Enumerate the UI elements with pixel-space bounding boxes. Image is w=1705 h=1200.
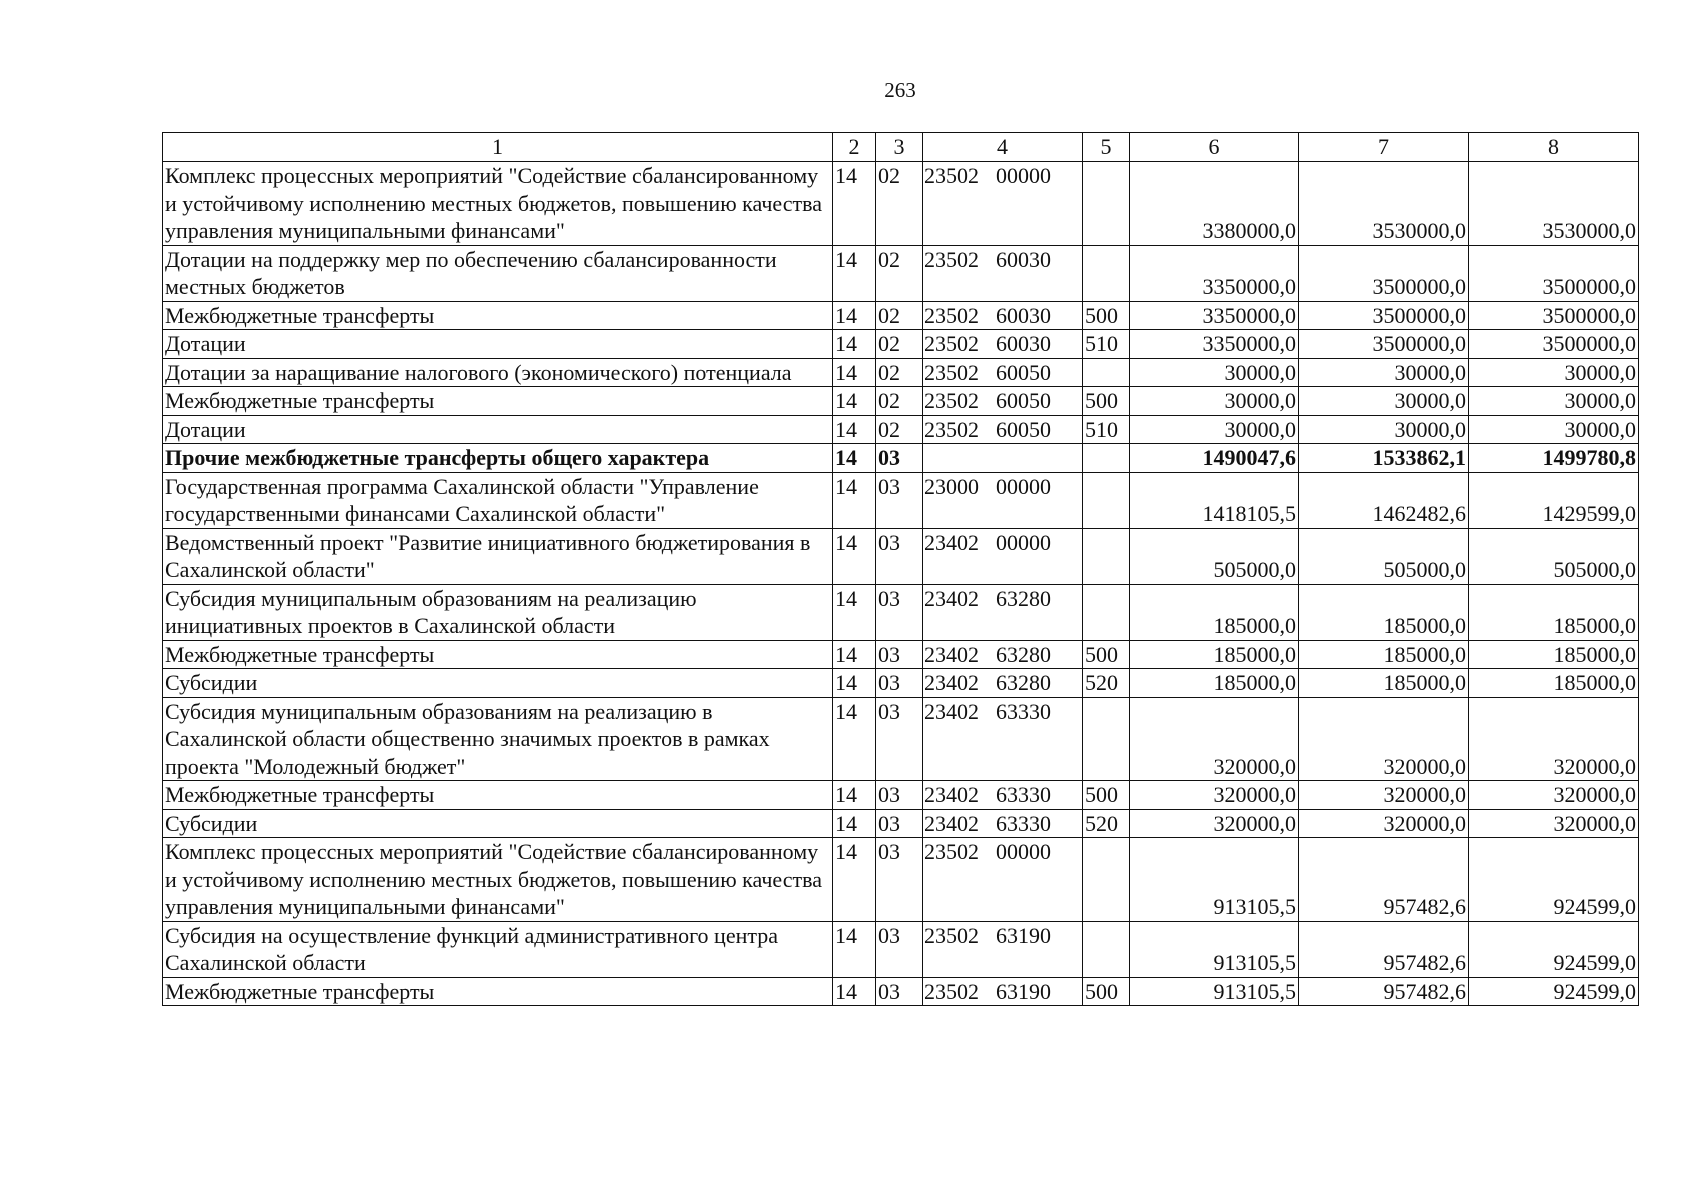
- section-code: 14: [833, 387, 876, 416]
- target-article-code: [923, 921, 1083, 977]
- section-code: 14: [833, 584, 876, 640]
- target-article-program: 23402: [924, 670, 979, 695]
- amount-col-6: 505000,0: [1130, 528, 1299, 584]
- target-article-program: 23502: [924, 839, 979, 864]
- amount-col-7: 320000,0: [1299, 809, 1469, 838]
- section-code: 14: [833, 977, 876, 1006]
- amount-col-8: 320000,0: [1469, 697, 1639, 781]
- amount-col-7: 320000,0: [1299, 781, 1469, 810]
- target-article-program: 23402: [924, 641, 979, 667]
- expense-type-code: 500: [1083, 640, 1130, 669]
- row-name: Комплекс процессных мероприятий "Содействие сбалансированному и устойчивому исполнению местных бюджетов, повышению качества управления муниципальными финансами": [163, 162, 833, 246]
- amount-col-6: 1490047,6: [1130, 444, 1299, 473]
- amount-col-8: 320000,0: [1469, 809, 1639, 838]
- target-article-code: [923, 809, 1083, 838]
- subsection-code: 02: [876, 301, 923, 330]
- target-article-code: [923, 301, 1083, 330]
- target-article-code: [923, 838, 1083, 922]
- table-row: [163, 528, 1639, 584]
- row-name: Субсидии: [163, 809, 833, 838]
- subsection-code: 02: [876, 162, 923, 246]
- row-name: Субсидия муниципальным образованиям на реализацию инициативных проектов в Сахалинской области: [163, 584, 833, 640]
- expense-type-code: [1083, 921, 1130, 977]
- expense-type-code: [1083, 162, 1130, 246]
- row-name: Субсидия на осуществление функций административного центра Сахалинской области: [163, 921, 833, 977]
- amount-col-7: 1533862,1: [1299, 444, 1469, 473]
- table-row: [163, 387, 1639, 416]
- target-article-program: 23402: [924, 698, 979, 724]
- subsection-code: 02: [876, 245, 923, 301]
- page-number: 263: [884, 78, 916, 102]
- target-article-code: [923, 528, 1083, 584]
- section-code: 14: [833, 301, 876, 330]
- target-article-code: [923, 640, 1083, 669]
- row-name: Прочие межбюджетные трансферты общего характера: [163, 444, 833, 473]
- section-code: 14: [833, 921, 876, 977]
- amount-col-8: 3500000,0: [1469, 330, 1639, 359]
- table-row: [163, 415, 1639, 444]
- section-code: 14: [833, 162, 876, 246]
- target-article-program: 23402: [924, 529, 979, 555]
- target-article-program: 23502: [924, 331, 979, 356]
- expense-type-code: [1083, 472, 1130, 528]
- target-article-program: 23502: [924, 388, 979, 413]
- expense-type-code: 500: [1083, 387, 1130, 416]
- header-col-8: 8: [1469, 133, 1639, 162]
- amount-col-8: 1429599,0: [1469, 472, 1639, 528]
- expense-type-code: 500: [1083, 977, 1130, 1006]
- amount-col-8: 924599,0: [1469, 921, 1639, 977]
- target-article-code: [923, 245, 1083, 301]
- budget-table: [162, 132, 1639, 1006]
- amount-col-7: 320000,0: [1299, 697, 1469, 781]
- target-article-direction: 60030: [996, 246, 1051, 272]
- amount-col-8: 30000,0: [1469, 415, 1639, 444]
- amount-col-6: 3380000,0: [1130, 162, 1299, 246]
- expense-type-code: 510: [1083, 415, 1130, 444]
- target-article-program: 23502: [924, 163, 979, 188]
- amount-col-7: 957482,6: [1299, 921, 1469, 977]
- amount-col-8: 3500000,0: [1469, 245, 1639, 301]
- amount-col-6: 3350000,0: [1130, 330, 1299, 359]
- row-name: Ведомственный проект "Развитие инициативного бюджетирования в Сахалинской области": [163, 528, 833, 584]
- row-name: Межбюджетные трансферты: [163, 781, 833, 810]
- table-row: [163, 781, 1639, 810]
- row-name: Дотации на поддержку мер по обеспечению сбалансированности местных бюджетов: [163, 245, 833, 301]
- row-name: Межбюджетные трансферты: [163, 640, 833, 669]
- target-article-program: 23502: [924, 302, 979, 328]
- target-article-direction: 60050: [996, 388, 1051, 413]
- target-article-direction: 63190: [996, 978, 1051, 1004]
- subsection-code: 03: [876, 640, 923, 669]
- target-article-program: 23502: [924, 416, 979, 442]
- amount-col-7: 30000,0: [1299, 387, 1469, 416]
- subsection-code: 03: [876, 584, 923, 640]
- section-code: 14: [833, 640, 876, 669]
- subsection-code: 03: [876, 809, 923, 838]
- table-row: [163, 245, 1639, 301]
- target-article-code: [923, 977, 1083, 1006]
- row-name: Межбюджетные трансферты: [163, 301, 833, 330]
- expense-type-code: [1083, 528, 1130, 584]
- table-row: [163, 921, 1639, 977]
- section-code: 14: [833, 444, 876, 473]
- target-article-code: [923, 330, 1083, 359]
- header-col-1: 1: [163, 133, 833, 162]
- amount-col-6: 913105,5: [1130, 921, 1299, 977]
- target-article-program: 23502: [924, 978, 979, 1004]
- target-article-direction: 60030: [996, 331, 1051, 356]
- section-code: 14: [833, 697, 876, 781]
- table-row: [163, 640, 1639, 669]
- target-article-direction: 00000: [996, 529, 1051, 555]
- target-article-code: [923, 472, 1083, 528]
- section-code: 14: [833, 330, 876, 359]
- target-article-direction: 63330: [996, 810, 1051, 836]
- amount-col-7: 3500000,0: [1299, 245, 1469, 301]
- target-article-direction: 63280: [996, 641, 1051, 667]
- subsection-code: 03: [876, 528, 923, 584]
- amount-col-6: 320000,0: [1130, 781, 1299, 810]
- amount-col-7: 957482,6: [1299, 838, 1469, 922]
- target-article-code: [923, 162, 1083, 246]
- target-article-direction: 60050: [996, 359, 1051, 385]
- expense-type-code: 500: [1083, 301, 1130, 330]
- table-row: [163, 444, 1639, 473]
- amount-col-8: 924599,0: [1469, 977, 1639, 1006]
- table-row: [163, 809, 1639, 838]
- amount-col-6: 185000,0: [1130, 584, 1299, 640]
- table-row: [163, 162, 1639, 246]
- amount-col-6: 30000,0: [1130, 415, 1299, 444]
- section-code: 14: [833, 809, 876, 838]
- amount-col-6: 913105,5: [1130, 977, 1299, 1006]
- section-code: 14: [833, 528, 876, 584]
- subsection-code: 03: [876, 472, 923, 528]
- amount-col-6: 320000,0: [1130, 809, 1299, 838]
- row-name: Субсидия муниципальным образованиям на реализацию в Сахалинской области общественно значимых проектов в рамках проекта "Молодежный бюджет": [163, 697, 833, 781]
- target-article-code: [923, 697, 1083, 781]
- section-code: 14: [833, 838, 876, 922]
- section-code: 14: [833, 415, 876, 444]
- amount-col-8: 924599,0: [1469, 838, 1639, 922]
- table-row: [163, 838, 1639, 922]
- table-row: [163, 669, 1639, 698]
- target-article-direction: 63330: [996, 698, 1051, 724]
- row-name: Межбюджетные трансферты: [163, 977, 833, 1006]
- amount-col-7: 3500000,0: [1299, 330, 1469, 359]
- header-col-6: 6: [1130, 133, 1299, 162]
- target-article-code: [923, 444, 1083, 473]
- subsection-code: 03: [876, 838, 923, 922]
- table-header-row: [163, 133, 1639, 162]
- amount-col-8: 30000,0: [1469, 358, 1639, 387]
- table-row: [163, 330, 1639, 359]
- header-col-3: 3: [876, 133, 923, 162]
- header-col-4: 4: [923, 133, 1083, 162]
- amount-col-8: 320000,0: [1469, 781, 1639, 810]
- target-article-direction: 60050: [996, 416, 1051, 442]
- expense-type-code: [1083, 358, 1130, 387]
- subsection-code: 02: [876, 415, 923, 444]
- amount-col-6: 913105,5: [1130, 838, 1299, 922]
- amount-col-6: 30000,0: [1130, 387, 1299, 416]
- table-body: [163, 162, 1639, 1006]
- expense-type-code: [1083, 444, 1130, 473]
- amount-col-8: 30000,0: [1469, 387, 1639, 416]
- section-code: 14: [833, 669, 876, 698]
- amount-col-7: 185000,0: [1299, 584, 1469, 640]
- target-article-direction: 00000: [996, 163, 1051, 188]
- subsection-code: 03: [876, 697, 923, 781]
- table-row: [163, 301, 1639, 330]
- amount-col-7: 185000,0: [1299, 669, 1469, 698]
- amount-col-7: 3530000,0: [1299, 162, 1469, 246]
- subsection-code: 02: [876, 330, 923, 359]
- target-article-direction: 60030: [996, 302, 1051, 328]
- section-code: 14: [833, 472, 876, 528]
- target-article-program: 23502: [924, 922, 979, 948]
- amount-col-7: 957482,6: [1299, 977, 1469, 1006]
- expense-type-code: [1083, 838, 1130, 922]
- amount-col-8: 505000,0: [1469, 528, 1639, 584]
- amount-col-7: 30000,0: [1299, 358, 1469, 387]
- subsection-code: 03: [876, 977, 923, 1006]
- row-name: Дотации за наращивание налогового (экономического) потенциала: [163, 358, 833, 387]
- target-article-code: [923, 669, 1083, 698]
- amount-col-8: 3500000,0: [1469, 301, 1639, 330]
- expense-type-code: 510: [1083, 330, 1130, 359]
- amount-col-8: 185000,0: [1469, 669, 1639, 698]
- expense-type-code: [1083, 697, 1130, 781]
- row-name: Межбюджетные трансферты: [163, 387, 833, 416]
- table-row: [163, 584, 1639, 640]
- target-article-direction: 63280: [996, 670, 1051, 695]
- header-col-5: 5: [1083, 133, 1130, 162]
- target-article-program: 23000: [924, 473, 979, 499]
- amount-col-6: 185000,0: [1130, 640, 1299, 669]
- target-article-code: [923, 584, 1083, 640]
- amount-col-8: 1499780,8: [1469, 444, 1639, 473]
- amount-col-6: 3350000,0: [1130, 301, 1299, 330]
- table-row: [163, 358, 1639, 387]
- amount-col-7: 30000,0: [1299, 415, 1469, 444]
- target-article-program: 23402: [924, 810, 979, 836]
- subsection-code: 03: [876, 921, 923, 977]
- table-row: [163, 697, 1639, 781]
- header-col-7: 7: [1299, 133, 1469, 162]
- target-article-program: 23402: [924, 782, 979, 807]
- row-name: Государственная программа Сахалинской области "Управление государственными финансами Сахалинской области": [163, 472, 833, 528]
- amount-col-7: 505000,0: [1299, 528, 1469, 584]
- amount-col-6: 1418105,5: [1130, 472, 1299, 528]
- amount-col-8: 185000,0: [1469, 640, 1639, 669]
- row-name: Комплекс процессных мероприятий "Содействие сбалансированному и устойчивому исполнению местных бюджетов, повышению качества управления муниципальными финансами": [163, 838, 833, 922]
- amount-col-7: 1462482,6: [1299, 472, 1469, 528]
- target-article-code: [923, 387, 1083, 416]
- header-col-2: 2: [833, 133, 876, 162]
- expense-type-code: 520: [1083, 809, 1130, 838]
- expense-type-code: [1083, 245, 1130, 301]
- target-article-direction: 63190: [996, 922, 1051, 948]
- amount-col-6: 320000,0: [1130, 697, 1299, 781]
- target-article-code: [923, 781, 1083, 810]
- target-article-program: 23502: [924, 359, 979, 385]
- section-code: 14: [833, 245, 876, 301]
- amount-col-8: 3530000,0: [1469, 162, 1639, 246]
- table-row: [163, 472, 1639, 528]
- section-code: 14: [833, 781, 876, 810]
- subsection-code: 02: [876, 358, 923, 387]
- amount-col-6: 30000,0: [1130, 358, 1299, 387]
- target-article-direction: 63280: [996, 585, 1051, 611]
- target-article-direction: 00000: [996, 473, 1051, 499]
- section-code: 14: [833, 358, 876, 387]
- amount-col-7: 3500000,0: [1299, 301, 1469, 330]
- subsection-code: 03: [876, 669, 923, 698]
- target-article-program: 23502: [924, 246, 979, 272]
- row-name: Дотации: [163, 330, 833, 359]
- amount-col-8: 185000,0: [1469, 584, 1639, 640]
- target-article-direction: 00000: [996, 839, 1051, 864]
- amount-col-6: 3350000,0: [1130, 245, 1299, 301]
- table-row: [163, 977, 1639, 1006]
- target-article-code: [923, 358, 1083, 387]
- subsection-code: 02: [876, 387, 923, 416]
- target-article-code: [923, 415, 1083, 444]
- subsection-code: 03: [876, 444, 923, 473]
- target-article-program: 23402: [924, 585, 979, 611]
- amount-col-6: 185000,0: [1130, 669, 1299, 698]
- expense-type-code: 500: [1083, 781, 1130, 810]
- row-name: Дотации: [163, 415, 833, 444]
- amount-col-7: 185000,0: [1299, 640, 1469, 669]
- row-name: Субсидии: [163, 669, 833, 698]
- expense-type-code: 520: [1083, 669, 1130, 698]
- subsection-code: 03: [876, 781, 923, 810]
- target-article-direction: 63330: [996, 782, 1051, 807]
- expense-type-code: [1083, 584, 1130, 640]
